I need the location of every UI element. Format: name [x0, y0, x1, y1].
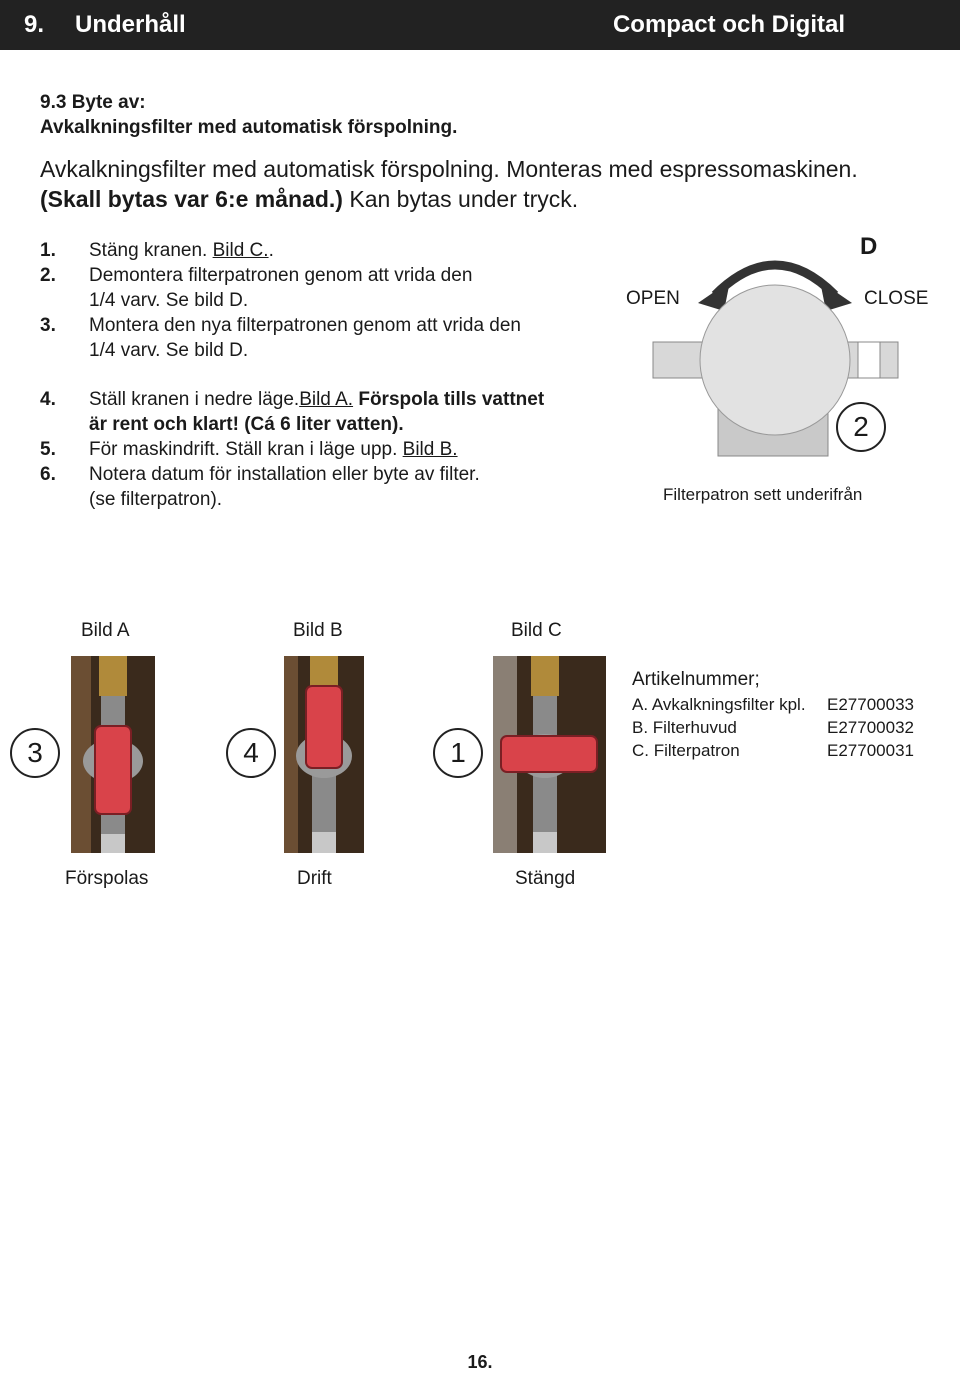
- article-name: B. Filterhuvud: [632, 718, 737, 737]
- open-label: OPEN: [626, 288, 680, 309]
- intro-line1: Avkalkningsfilter med automatisk förspolning. Monteras med espressomaskinen.: [40, 156, 858, 182]
- chapter-number: 9.: [24, 11, 45, 38]
- step-number: 1.: [40, 240, 56, 261]
- bild-a-label: Bild A: [81, 620, 130, 641]
- step-text: Demontera filterpatronen genom att vrida den: [89, 265, 473, 286]
- step-number: 6.: [40, 464, 56, 485]
- step-number: 2.: [40, 265, 56, 286]
- step-text: 1/4 varv. Se bild D.: [89, 290, 249, 311]
- step-text: Stäng kranen.: [89, 240, 213, 261]
- bild-c-label: Bild C: [511, 620, 562, 641]
- steps-list: [40, 238, 600, 518]
- photo-valve-b: [284, 656, 364, 853]
- article-row: [632, 739, 932, 762]
- article-name: C. Filterpatron: [632, 741, 740, 760]
- step-text-after: .: [268, 240, 274, 261]
- step-text: Ställ kranen i nedre läge.: [89, 389, 300, 410]
- article-list: [632, 668, 932, 762]
- caption-stangd: Stängd: [515, 868, 576, 889]
- step-number: 3.: [40, 315, 56, 336]
- diagram-caption: Filterpatron sett underifrån: [663, 485, 863, 504]
- section-title: Avkalkningsfilter med automatisk förspolning.: [40, 117, 458, 138]
- intro-line2-rest: Kan bytas under tryck.: [342, 186, 579, 212]
- close-label: CLOSE: [864, 288, 929, 309]
- filter-cartridge-icon: [700, 285, 850, 435]
- bild-b-link[interactable]: Bild B.: [402, 439, 458, 460]
- marker-4: 4: [226, 728, 276, 778]
- article-number: E27700033: [827, 695, 914, 714]
- article-number: E27700032: [827, 718, 914, 737]
- caption-drift: Drift: [297, 868, 332, 889]
- step-number: 5.: [40, 439, 56, 460]
- marker-1: 1: [433, 728, 483, 778]
- article-number: E27700031: [827, 741, 914, 760]
- caption-forspolas: Förspolas: [65, 868, 149, 889]
- step-text-bold: Förspola tills vattnet: [353, 389, 545, 410]
- article-name: A. Avkalkningsfilter kpl.: [632, 695, 806, 714]
- chapter-title: Underhåll: [75, 11, 186, 38]
- section-number: 9.3 Byte av:: [40, 92, 146, 113]
- article-row: [632, 716, 932, 739]
- intro-line2: [40, 184, 858, 214]
- step-text: För maskindrift. Ställ kran i läge upp.: [89, 439, 403, 460]
- intro-line2-bold: (Skall bytas var 6:e månad.): [40, 186, 343, 212]
- step-text: 1/4 varv. Se bild D.: [89, 340, 249, 361]
- valve-handle-icon: [306, 686, 342, 768]
- marker-3: 3: [10, 728, 60, 778]
- bild-a-link[interactable]: Bild A.: [299, 389, 354, 410]
- page-header: [0, 0, 960, 50]
- step-number: 4.: [40, 389, 56, 410]
- photo-valve-a: [71, 656, 155, 853]
- diagram-letter: D: [860, 233, 878, 260]
- article-heading: Artikelnummer;: [632, 669, 760, 690]
- step-text: Montera den nya filterpatronen genom att vrida den: [89, 315, 521, 336]
- product-name: Compact och Digital: [612, 11, 845, 38]
- valve-handle-icon: [501, 736, 597, 772]
- article-row: [632, 693, 932, 716]
- marker-2: 2: [836, 402, 886, 452]
- step-text-bold: är rent och klart! (Cá 6 liter vatten).: [89, 414, 404, 435]
- valve-handle-icon: [95, 726, 131, 814]
- step-text: (se filterpatron).: [89, 489, 223, 510]
- step-text: Notera datum för installation eller byte av filter.: [89, 464, 480, 485]
- intro-text: [40, 154, 858, 214]
- bild-c-link[interactable]: Bild C.: [212, 240, 269, 261]
- page-number: 16.: [467, 1352, 493, 1372]
- photo-valve-c: [493, 656, 606, 853]
- bild-b-label: Bild B: [293, 620, 343, 641]
